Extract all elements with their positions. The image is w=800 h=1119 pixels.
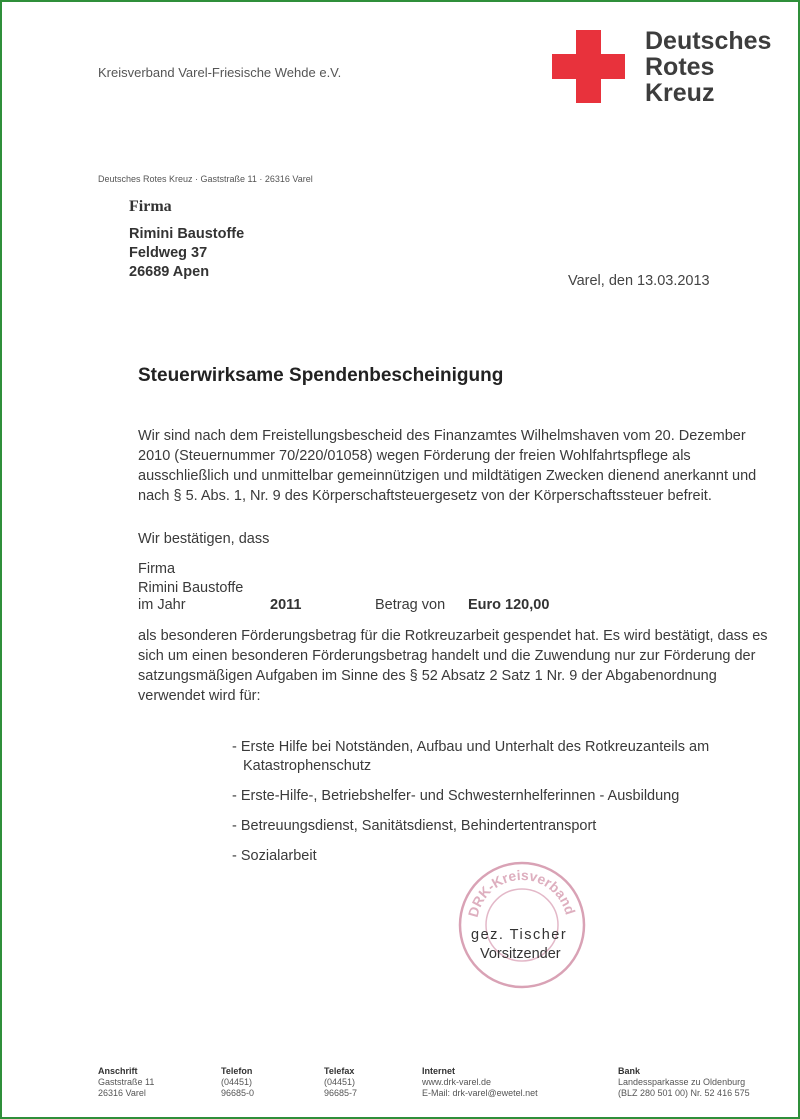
exemption-paragraph: Wir sind nach dem Freistellungsbescheid des Finanzamtes Wilhelmshaven vom 20. Dezember 2010 (Steuernummer 70/220/01058) wegen Förderung der freien Wohlfahrtspflege als ausschließlich und unmittelbar gemeinnützigen und mildtätigen Zwecken dienend anerkannt und nach § 5. Abs. 1, Nr. 9 des Körperschaftsteuergesetz von der Körperschaftssteuer befreit. <box>138 428 757 504</box>
footer-line: Gaststraße 11 <box>98 1077 155 1087</box>
letter-subject: Steuerwirksame Spendenbescheinigung <box>138 365 504 386</box>
list-item-text: - Betreuungsdienst, Sanitätsdienst, Behindertentransport <box>232 818 597 834</box>
footer-internet <box>422 1066 538 1099</box>
footer-heading: Internet <box>422 1066 456 1076</box>
footer-email: E-Mail: drk-varel@ewetel.net <box>422 1088 538 1098</box>
purpose-list <box>232 738 792 877</box>
footer-phone <box>221 1066 254 1099</box>
brand-line-3: Kreuz <box>645 79 715 107</box>
list-item-text: - Erste Hilfe bei Notständen, Aufbau und Unterhalt des Rotkreuzanteils am <box>232 739 710 755</box>
list-item-text: - Sozialarbeit <box>232 848 317 864</box>
donation-amount: Euro 120,00 <box>468 597 550 613</box>
footer-heading: Bank <box>618 1066 641 1076</box>
footer-address <box>98 1066 154 1099</box>
footer-line: 96685-0 <box>221 1088 255 1098</box>
donation-year: 2011 <box>270 597 302 613</box>
footer-fax <box>324 1066 357 1099</box>
footer-line: (04451) <box>221 1077 253 1087</box>
recipient-name: Rimini Baustoffe <box>129 226 245 242</box>
footer-heading: Telefon <box>221 1066 253 1076</box>
footer-heading: Telefax <box>324 1066 355 1076</box>
brand-line-1: Deutsches <box>645 27 772 55</box>
organization-stamp-icon <box>457 860 587 990</box>
footer-heading: Anschrift <box>98 1066 138 1076</box>
list-item <box>232 787 792 806</box>
signature-name: gez. Tischer <box>471 927 568 943</box>
confirmation-text: Wir bestätigen, dass <box>138 531 270 547</box>
recipient-city: 26689 Apen <box>129 264 210 280</box>
svg-text:DRK-Kreisverband <box>465 867 579 919</box>
year-label: im Jahr <box>138 597 186 613</box>
recipient-address <box>129 225 244 282</box>
brand-line-2: Rotes <box>645 53 715 81</box>
donor-label: Firma <box>138 561 176 577</box>
letter-date: Varel, den 13.03.2013 <box>568 273 710 289</box>
footer-line: Landessparkasse zu Oldenburg <box>618 1077 746 1087</box>
sender-line: Deutsches Rotes Kreuz · Gaststraße 11 · 26316 Varel <box>98 174 313 184</box>
footer-line: 26316 Varel <box>98 1088 146 1098</box>
red-cross-logo-icon <box>552 30 625 103</box>
stamp-text: DRK-Kreisverband <box>464 866 579 919</box>
footer-line: (BLZ 280 501 00) Nr. 52 416 575 <box>618 1088 750 1098</box>
footer-line: 96685-7 <box>324 1088 358 1098</box>
donor-name: Rimini Baustoffe <box>138 580 244 596</box>
signature-title: Vorsitzender <box>480 946 561 962</box>
brand-name <box>645 28 771 106</box>
list-item <box>232 738 792 776</box>
organization-name: Kreisverband Varel-Friesische Wehde e.V. <box>98 65 342 80</box>
footer-line: (04451) <box>324 1077 356 1087</box>
recipient-street: Feldweg 37 <box>129 245 208 261</box>
list-item-text: - Erste-Hilfe-, Betriebshelfer- und Schwesternhelferinnen - Ausbildung <box>232 788 680 804</box>
list-item-continuation: Katastrophenschutz <box>243 758 372 774</box>
footer-bank <box>618 1066 750 1099</box>
purpose-paragraph: als besonderen Förderungsbetrag für die Rotkreuzarbeit gespendet hat. Es wird bestätigt, dass es sich um einen besonderen Förderungsbetrag handelt und die Zuwendung nur zur Förderung der satzungsmäßigen Aufgaben im Sinne des § 52 Absatz 2 Satz 1 Nr. 9 der Abgabenordnung verwendet wird für: <box>138 628 768 704</box>
list-item <box>232 817 792 836</box>
amount-label: Betrag von <box>375 597 446 613</box>
footer-website: www.drk-varel.de <box>422 1077 492 1087</box>
recipient-label: Firma <box>129 198 172 215</box>
